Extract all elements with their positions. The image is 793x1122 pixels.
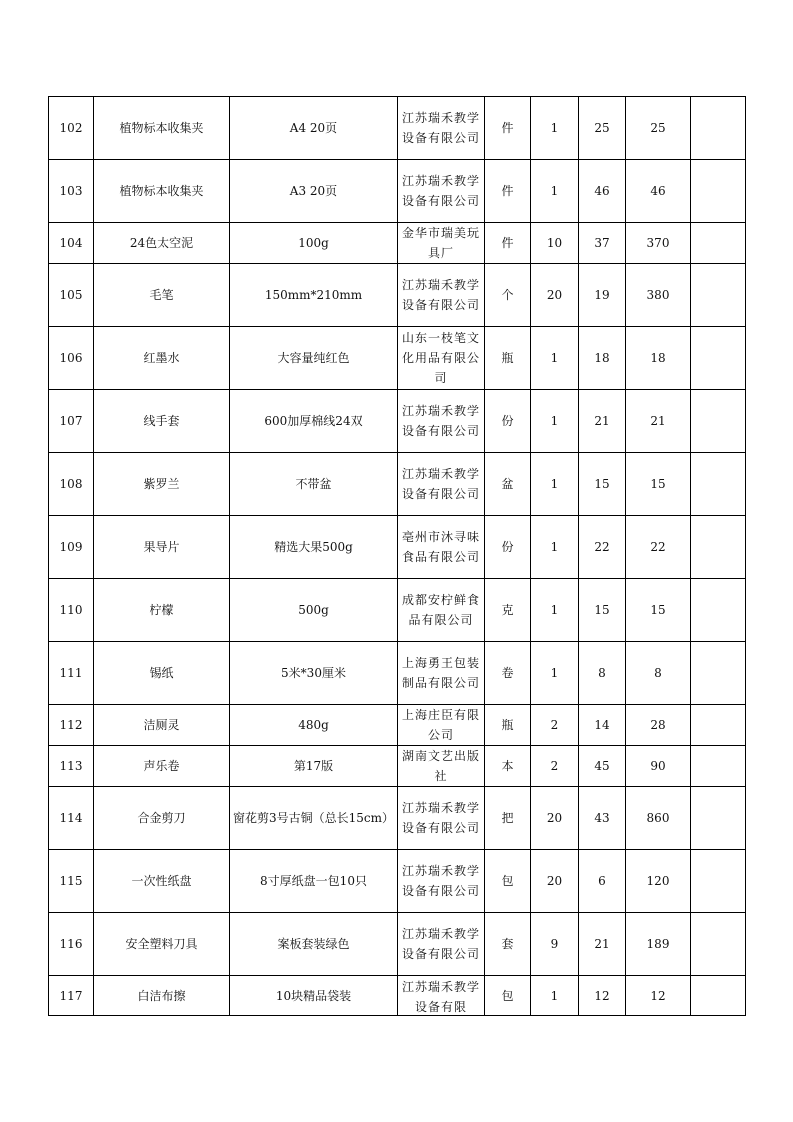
cell-supplier: 上海勇王包装制品有限公司 bbox=[398, 642, 485, 705]
cell-amount: 15 bbox=[626, 579, 691, 642]
cell-spec: 案板套装绿色 bbox=[230, 913, 398, 976]
cell-unit: 件 bbox=[485, 160, 531, 223]
cell-amount: 15 bbox=[626, 453, 691, 516]
cell-unit: 本 bbox=[485, 746, 531, 787]
cell-supplier: 江苏瑞禾教学设备有限公司 bbox=[398, 97, 485, 160]
cell-supplier: 江苏瑞禾教学设备有限公司 bbox=[398, 850, 485, 913]
cell-note bbox=[691, 264, 746, 327]
table-row bbox=[49, 642, 746, 705]
cell-unit: 包 bbox=[485, 850, 531, 913]
cell-note bbox=[691, 913, 746, 976]
cell-name: 合金剪刀 bbox=[94, 787, 230, 850]
cell-amount: 860 bbox=[626, 787, 691, 850]
cell-note bbox=[691, 453, 746, 516]
cell-name: 锡纸 bbox=[94, 642, 230, 705]
cell-supplier: 亳州市沐寻味食品有限公司 bbox=[398, 516, 485, 579]
cell-supplier: 上海庄臣有限公司 bbox=[398, 705, 485, 746]
cell-note bbox=[691, 705, 746, 746]
cell-spec: 150mm*210mm bbox=[230, 264, 398, 327]
cell-price: 45 bbox=[579, 746, 626, 787]
cell-note bbox=[691, 516, 746, 579]
cell-qty: 1 bbox=[531, 390, 579, 453]
table-row bbox=[49, 223, 746, 264]
table-row bbox=[49, 97, 746, 160]
cell-qty: 1 bbox=[531, 642, 579, 705]
cell-price: 15 bbox=[579, 453, 626, 516]
cell-amount: 28 bbox=[626, 705, 691, 746]
cell-supplier: 成都安柠鲜食品有限公司 bbox=[398, 579, 485, 642]
table-row bbox=[49, 746, 746, 787]
cell-no: 116 bbox=[49, 913, 94, 976]
cell-unit: 瓶 bbox=[485, 327, 531, 390]
cell-unit: 个 bbox=[485, 264, 531, 327]
cell-price: 25 bbox=[579, 97, 626, 160]
cell-amount: 21 bbox=[626, 390, 691, 453]
cell-qty: 1 bbox=[531, 327, 579, 390]
table-row bbox=[49, 264, 746, 327]
cell-no: 111 bbox=[49, 642, 94, 705]
cell-supplier: 山东一枝笔文化用品有限公司 bbox=[398, 327, 485, 390]
cell-spec: 600加厚棉线24双 bbox=[230, 390, 398, 453]
cell-name: 柠檬 bbox=[94, 579, 230, 642]
cell-unit: 份 bbox=[485, 390, 531, 453]
cell-qty: 1 bbox=[531, 453, 579, 516]
cell-unit: 克 bbox=[485, 579, 531, 642]
cell-name: 一次性纸盘 bbox=[94, 850, 230, 913]
table-row bbox=[49, 705, 746, 746]
cell-qty: 1 bbox=[531, 976, 579, 1016]
cell-price: 18 bbox=[579, 327, 626, 390]
cell-note bbox=[691, 746, 746, 787]
cell-no: 108 bbox=[49, 453, 94, 516]
table-row bbox=[49, 913, 746, 976]
cell-price: 43 bbox=[579, 787, 626, 850]
cell-spec: A3 20页 bbox=[230, 160, 398, 223]
cell-spec: 480g bbox=[230, 705, 398, 746]
cell-no: 115 bbox=[49, 850, 94, 913]
cell-amount: 12 bbox=[626, 976, 691, 1016]
cell-spec: 500g bbox=[230, 579, 398, 642]
cell-name: 白洁布擦 bbox=[94, 976, 230, 1016]
cell-supplier-text: 江苏瑞禾教学设备有限 bbox=[401, 980, 480, 1014]
cell-no: 113 bbox=[49, 746, 94, 787]
cell-price: 6 bbox=[579, 850, 626, 913]
cell-amount: 46 bbox=[626, 160, 691, 223]
cell-amount: 189 bbox=[626, 913, 691, 976]
goods-table bbox=[48, 96, 746, 1016]
cell-note bbox=[691, 390, 746, 453]
cell-qty: 1 bbox=[531, 160, 579, 223]
cell-price: 22 bbox=[579, 516, 626, 579]
cell-no: 105 bbox=[49, 264, 94, 327]
cell-spec: 窗花剪3号古铜（总长15cm） bbox=[230, 787, 398, 850]
cell-spec: 10块精品袋装 bbox=[230, 976, 398, 1016]
cell-note bbox=[691, 327, 746, 390]
cell-supplier: 江苏瑞禾教学设备有限公司 bbox=[398, 913, 485, 976]
cell-name: 紫罗兰 bbox=[94, 453, 230, 516]
table-row bbox=[49, 850, 746, 913]
cell-no: 117 bbox=[49, 976, 94, 1016]
cell-no: 102 bbox=[49, 97, 94, 160]
cell-qty: 2 bbox=[531, 705, 579, 746]
cell-name: 洁厕灵 bbox=[94, 705, 230, 746]
cell-note bbox=[691, 642, 746, 705]
cell-name: 安全塑料刀具 bbox=[94, 913, 230, 976]
cell-no: 114 bbox=[49, 787, 94, 850]
cell-qty: 20 bbox=[531, 264, 579, 327]
cell-note bbox=[691, 579, 746, 642]
cell-qty: 20 bbox=[531, 787, 579, 850]
cell-spec: 不带盆 bbox=[230, 453, 398, 516]
cell-unit: 卷 bbox=[485, 642, 531, 705]
cell-note bbox=[691, 850, 746, 913]
cell-note bbox=[691, 787, 746, 850]
cell-no: 112 bbox=[49, 705, 94, 746]
cell-unit: 件 bbox=[485, 223, 531, 264]
cell-amount: 25 bbox=[626, 97, 691, 160]
cell-qty: 20 bbox=[531, 850, 579, 913]
cell-amount: 22 bbox=[626, 516, 691, 579]
cell-name: 植物标本收集夹 bbox=[94, 160, 230, 223]
cell-qty: 10 bbox=[531, 223, 579, 264]
cell-supplier: 江苏瑞禾教学设备有限公司 bbox=[398, 264, 485, 327]
cell-name: 果导片 bbox=[94, 516, 230, 579]
cell-spec: 100g bbox=[230, 223, 398, 264]
table-row bbox=[49, 787, 746, 850]
cell-amount: 18 bbox=[626, 327, 691, 390]
cell-note bbox=[691, 223, 746, 264]
cell-unit: 件 bbox=[485, 97, 531, 160]
table-row bbox=[49, 390, 746, 453]
cell-price: 19 bbox=[579, 264, 626, 327]
cell-name: 24色太空泥 bbox=[94, 223, 230, 264]
cell-amount: 90 bbox=[626, 746, 691, 787]
cell-supplier: 江苏瑞禾教学设备有限公司 bbox=[398, 160, 485, 223]
cell-supplier: 金华市瑞美玩具厂 bbox=[398, 223, 485, 264]
cell-name: 线手套 bbox=[94, 390, 230, 453]
cell-price: 46 bbox=[579, 160, 626, 223]
cell-no: 106 bbox=[49, 327, 94, 390]
table-row bbox=[49, 453, 746, 516]
cell-price: 14 bbox=[579, 705, 626, 746]
cell-qty: 9 bbox=[531, 913, 579, 976]
cell-spec: 8寸厚纸盘一包10只 bbox=[230, 850, 398, 913]
cell-supplier: 湖南文艺出版社 bbox=[398, 746, 485, 787]
cell-no: 110 bbox=[49, 579, 94, 642]
cell-supplier: 江苏瑞禾教学设备有限公司 bbox=[398, 390, 485, 453]
cell-unit: 套 bbox=[485, 913, 531, 976]
cell-supplier bbox=[398, 976, 485, 1016]
cell-name: 声乐卷 bbox=[94, 746, 230, 787]
table-row bbox=[49, 160, 746, 223]
cell-amount: 370 bbox=[626, 223, 691, 264]
cell-amount: 8 bbox=[626, 642, 691, 705]
cell-qty: 2 bbox=[531, 746, 579, 787]
cell-note bbox=[691, 160, 746, 223]
cell-spec: 第17版 bbox=[230, 746, 398, 787]
cell-no: 104 bbox=[49, 223, 94, 264]
cell-unit: 把 bbox=[485, 787, 531, 850]
table-row bbox=[49, 976, 746, 1016]
cell-no: 107 bbox=[49, 390, 94, 453]
cell-supplier: 江苏瑞禾教学设备有限公司 bbox=[398, 453, 485, 516]
cell-note bbox=[691, 97, 746, 160]
cell-spec: A4 20页 bbox=[230, 97, 398, 160]
table-row bbox=[49, 327, 746, 390]
cell-price: 12 bbox=[579, 976, 626, 1016]
cell-spec: 大容量纯红色 bbox=[230, 327, 398, 390]
cell-no: 109 bbox=[49, 516, 94, 579]
cell-qty: 1 bbox=[531, 97, 579, 160]
table-row bbox=[49, 579, 746, 642]
cell-unit: 瓶 bbox=[485, 705, 531, 746]
cell-spec: 5米*30厘米 bbox=[230, 642, 398, 705]
cell-price: 21 bbox=[579, 390, 626, 453]
cell-price: 21 bbox=[579, 913, 626, 976]
cell-amount: 380 bbox=[626, 264, 691, 327]
cell-amount: 120 bbox=[626, 850, 691, 913]
cell-name: 红墨水 bbox=[94, 327, 230, 390]
cell-qty: 1 bbox=[531, 516, 579, 579]
cell-note bbox=[691, 976, 746, 1016]
cell-unit: 包 bbox=[485, 976, 531, 1016]
cell-name: 植物标本收集夹 bbox=[94, 97, 230, 160]
table-row bbox=[49, 516, 746, 579]
cell-price: 37 bbox=[579, 223, 626, 264]
cell-price: 15 bbox=[579, 579, 626, 642]
cell-supplier: 江苏瑞禾教学设备有限公司 bbox=[398, 787, 485, 850]
cell-qty: 1 bbox=[531, 579, 579, 642]
cell-name: 毛笔 bbox=[94, 264, 230, 327]
cell-price: 8 bbox=[579, 642, 626, 705]
cell-unit: 份 bbox=[485, 516, 531, 579]
cell-no: 103 bbox=[49, 160, 94, 223]
cell-unit: 盆 bbox=[485, 453, 531, 516]
cell-spec: 精选大果500g bbox=[230, 516, 398, 579]
